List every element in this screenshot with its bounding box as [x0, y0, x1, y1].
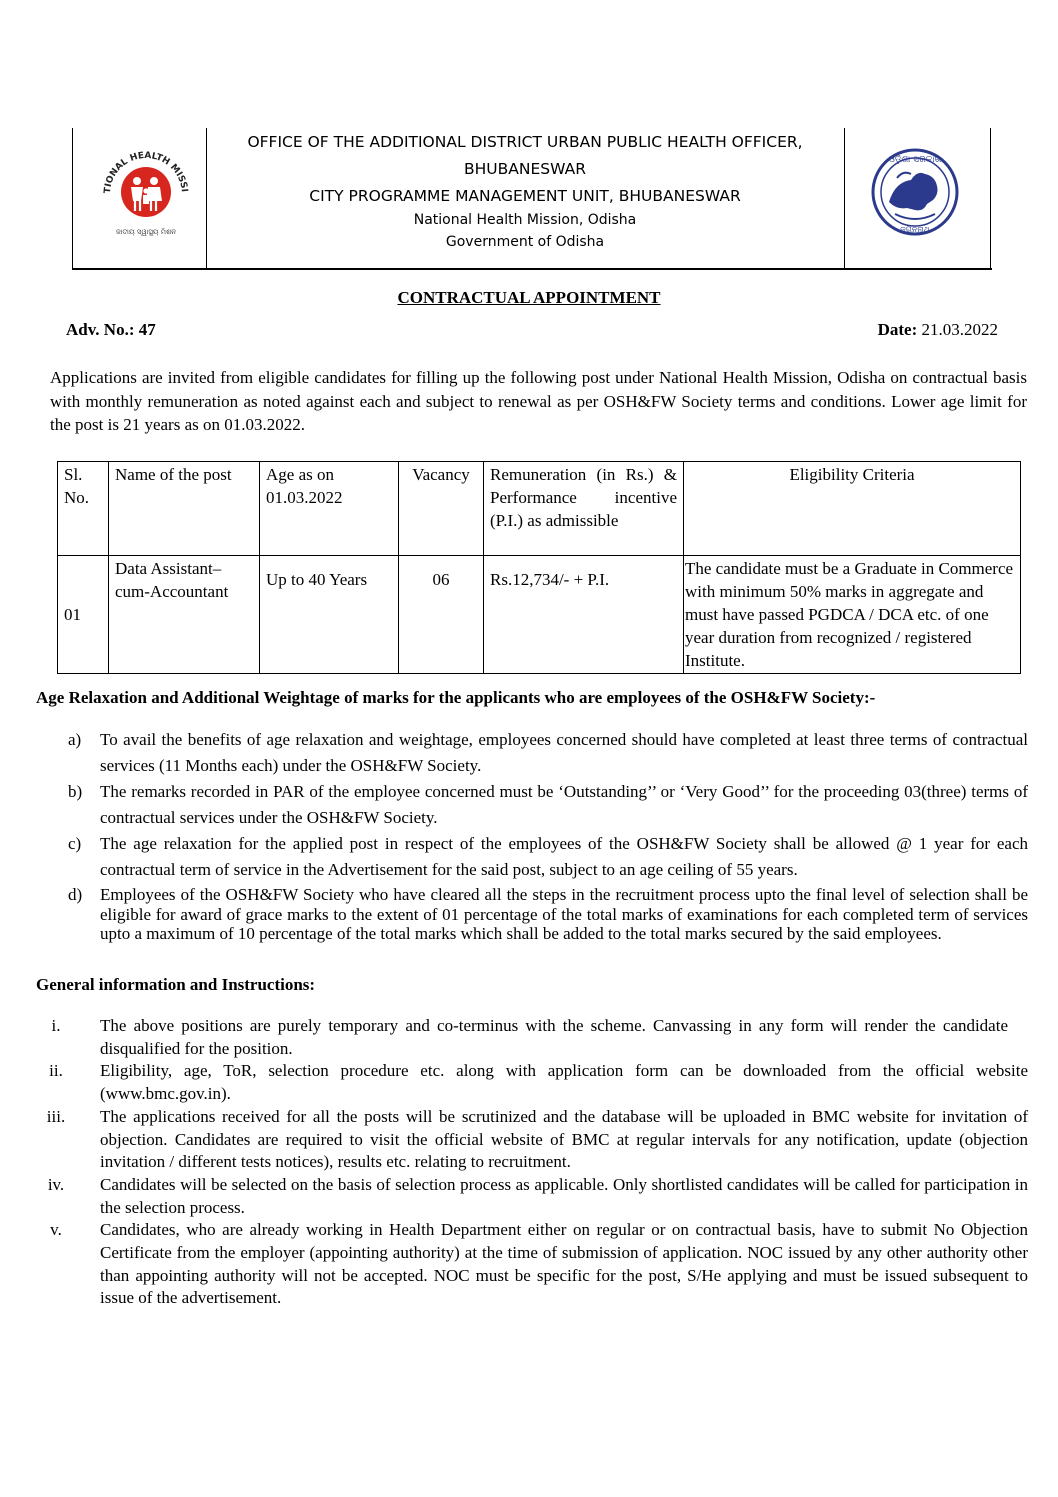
list-marker: iii.: [46, 1106, 66, 1126]
svg-text:ଜଗନ୍ନାଥ: ଜଗନ୍ନାଥ: [900, 225, 930, 234]
age-relaxation-heading: Age Relaxation and Additional Weightage of marks for the applicants who are employees of the OSH&FW Society:-: [36, 688, 876, 707]
list-item: [36, 1015, 1028, 1060]
list-marker: i.: [51, 1016, 61, 1035]
government-name: Government of Odisha: [445, 234, 605, 250]
svg-text:ଜାତୀୟ ସ୍ୱାସ୍ଥ୍ୟ ମିଶନ: ଜାତୀୟ ସ୍ୱାସ୍ଥ୍ୟ ମିଶନ: [115, 228, 177, 236]
header-age: Age as on 01.03.2022: [260, 462, 399, 556]
list-marker: c): [68, 834, 82, 853]
list-marker: iv.: [47, 1174, 65, 1194]
list-item-text: The remarks recorded in PAR of the employee concerned must be ‘Outstanding’’ or ‘Very Good’’ for the proceeding 03(three) terms of contractual services under the OSH&FW Society.: [100, 782, 1028, 827]
posts-table: [57, 461, 1021, 674]
list-marker: v.: [50, 1220, 62, 1240]
list-item: [36, 1106, 1028, 1174]
nhm-logo-text: TIONAL HEALTH MISSI: [102, 150, 189, 194]
advertisement-number: Adv. No.: 47: [66, 320, 156, 339]
letterhead-text: [206, 128, 844, 253]
date-label: Date:: [877, 320, 918, 339]
svg-text:ଓଡ଼ିଶା ସରକାର: ଓଡ଼ିଶା ସରକାର: [888, 155, 942, 165]
list-item-text: Candidates, who are already working in Health Department either on regular or on contractual basis, have to submit No Objection Certificate from the employer (appointing authority) at the time of submission of application. NOC issued by any other authority other than appointing authority will not be accepted. NOC must be specific for the post, S/He applying and must be issued subsequent to issue of the advertisement.: [100, 1220, 1028, 1308]
list-marker: b): [68, 782, 83, 801]
list-item-text: Employees of the OSH&FW Society who have cleared all the steps in the recruitment process upto the final level of selection shall be eligible for award of grace marks to the extent of 01 percentage of the total marks of examinations for each completed term of services upto a maximum of 10 percentage of the total marks which shall be added to the total marks secured by the said employees.: [100, 885, 1028, 943]
header-divider-right: [844, 128, 845, 270]
cell-age: Up to 40 Years: [260, 556, 399, 674]
list-item: [36, 883, 1028, 944]
general-instructions-list: [36, 1015, 1028, 1310]
intro-paragraph: Applications are invited from eligible candidates for filling up the following post under National Health Mission, Odisha on contractual basis with monthly remuneration as noted against each and subject to renewal as per OSH&FW Society terms and conditions. Lower age limit for the post is 21 years as on 01.03.2022.: [50, 368, 1027, 434]
list-marker: d): [68, 885, 83, 904]
list-item: [36, 1060, 1028, 1105]
list-item: [36, 727, 1028, 779]
cell-remuneration: Rs.12,734/- + P.I.: [484, 556, 684, 674]
letterhead: [72, 128, 992, 270]
general-instructions-heading: General information and Instructions:: [36, 975, 316, 994]
document-title: CONTRACTUAL APPOINTMENT: [397, 288, 661, 307]
list-item: [36, 1174, 1028, 1219]
list-marker: ii.: [49, 1061, 63, 1081]
government-of-odisha-emblem: [867, 140, 963, 245]
table-header-row: [58, 462, 1021, 556]
list-item: [36, 1219, 1028, 1310]
header-remuneration: Remuneration (in Rs.) & Performance incentive (P.I.) as admissible: [484, 462, 684, 556]
header-sl-no: Sl. No.: [58, 462, 109, 556]
office-name-line1: OFFICE OF THE ADDITIONAL DISTRICT URBAN PUBLIC HEALTH OFFICER,: [247, 133, 803, 151]
header-border-left: [72, 128, 73, 270]
cell-vacancy: 06: [399, 556, 484, 674]
date-value: 21.03.2022: [921, 320, 998, 339]
advertisement-date: [878, 320, 998, 340]
list-item: [36, 831, 1028, 883]
list-item-text: To avail the benefits of age relaxation and weightage, employees concerned should have completed at least three terms of contractual services (11 Months each) under the OSH&FW Society.: [100, 730, 1028, 775]
list-item: [36, 779, 1028, 831]
header-post-name: Name of the post: [109, 462, 260, 556]
age-relaxation-list: [36, 727, 1028, 944]
list-item-text: The applications received for all the posts will be scrutinized and the database will be uploaded in BMC website for invitation of objection. Candidates are required to visit the official website of BMC at regular intervals for any notification, update (objection invitation / different tests notices), results etc. relating to recruitment.: [100, 1106, 1028, 1172]
table-row: [58, 556, 1021, 674]
unit-name: CITY PROGRAMME MANAGEMENT UNIT, BHUBANESWAR: [309, 187, 741, 205]
list-item-text: Eligibility, age, ToR, selection procedure etc. along with application form can be downloaded from the official website (www.bmc.gov.in).: [100, 1061, 1028, 1104]
national-health-mission-logo: [90, 134, 200, 244]
list-marker: a): [68, 730, 82, 749]
header-eligibility: Eligibility Criteria: [684, 462, 1021, 556]
header-vacancy: Vacancy: [399, 462, 484, 556]
list-item-text: Candidates will be selected on the basis of selection process as applicable. Only shortlisted candidates will be called for participation in the selection process.: [100, 1174, 1028, 1217]
mission-name: National Health Mission, Odisha: [413, 212, 637, 228]
header-border-right: [990, 128, 991, 270]
cell-eligibility: The candidate must be a Graduate in Commerce with minimum 50% marks in aggregate and must have passed PGDCA / DCA etc. of one year duration from recognized / registered Institute.: [684, 556, 1021, 674]
office-name-line2: BHUBANESWAR: [464, 160, 586, 178]
cell-post-name: Data Assistant– cum-Accountant: [109, 556, 260, 674]
cell-sl-no: 01: [58, 556, 109, 674]
list-item-text: The age relaxation for the applied post in respect of the employees of the OSH&FW Society shall be allowed @ 1 year for each contractual term of service in the Advertisement for the said post, subject to an age ceiling of 55 years.: [100, 834, 1028, 879]
list-item-text: The above positions are purely temporary and co-terminus with the scheme. Canvassing in any form will render the candidate disqualified for the position.: [100, 1016, 1008, 1058]
